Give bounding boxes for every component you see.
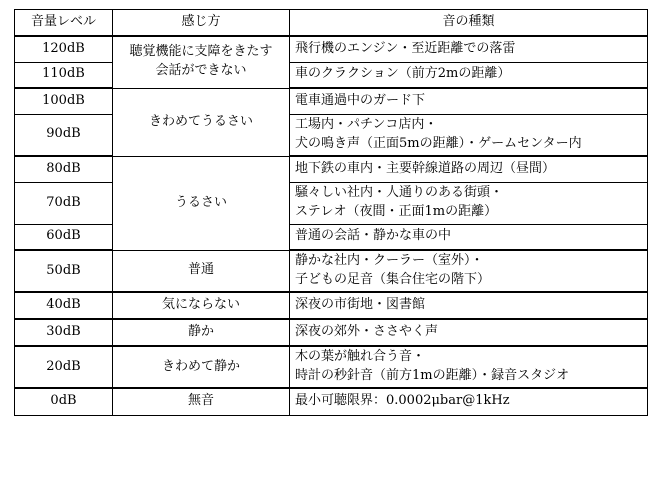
type-cell: 工場内・パチンコ店内・ 犬の鳴き声（正面5mの距離）・ゲームセンター内: [290, 114, 648, 156]
table-row: [15, 319, 648, 346]
feeling-cell: きわめてうるさい: [113, 88, 290, 156]
feeling-cell: 気にならない: [113, 292, 290, 319]
header-feeling: 感じ方: [113, 10, 290, 37]
table-row: [15, 114, 648, 156]
type-cell: 地下鉄の車内・主要幹線道路の周辺（昼間）: [290, 156, 648, 182]
type-cell: 普通の会話・静かな車の中: [290, 224, 648, 250]
level-cell: 90dB: [15, 114, 113, 156]
type-cell: 車のクラクション（前方2mの距離）: [290, 62, 648, 88]
level-cell: 20dB: [15, 346, 113, 388]
table-row: [15, 182, 648, 224]
noise-level-table: [14, 9, 648, 416]
table-row: [15, 292, 648, 319]
table-row: [15, 224, 648, 250]
type-cell: 騒々しい社内・人通りのある街頭・ ステレオ（夜間・正面1mの距離）: [290, 182, 648, 224]
level-cell: 120dB: [15, 36, 113, 62]
table-row: [15, 62, 648, 88]
type-cell: 静かな社内・クーラー（室外）・ 子どもの足音（集合住宅の階下）: [290, 250, 648, 292]
table-row: [15, 156, 648, 182]
header-level: 音量レベル: [15, 10, 113, 37]
type-cell: 最小可聴限界：0.0002μbar@1kHz: [290, 388, 648, 415]
type-cell: 深夜の郊外・ささやく声: [290, 319, 648, 346]
feeling-cell: 静か: [113, 319, 290, 346]
table-row: [15, 88, 648, 114]
table-row: [15, 388, 648, 415]
feeling-cell: 無音: [113, 388, 290, 415]
header-row: [15, 10, 648, 37]
level-cell: 70dB: [15, 182, 113, 224]
table-row: [15, 346, 648, 388]
level-cell: 60dB: [15, 224, 113, 250]
type-cell: 深夜の市街地・図書館: [290, 292, 648, 319]
feeling-cell: 普通: [113, 250, 290, 292]
table-row: [15, 36, 648, 62]
table-header: [15, 10, 648, 37]
feeling-cell: 聴覚機能に支障をきたす 会話ができない: [113, 36, 290, 88]
feeling-cell: きわめて静か: [113, 346, 290, 388]
level-cell: 110dB: [15, 62, 113, 88]
type-cell: 電車通過中のガード下: [290, 88, 648, 114]
level-cell: 0dB: [15, 388, 113, 415]
feeling-cell: うるさい: [113, 156, 290, 250]
type-cell: 木の葉が触れ合う音・ 時計の秒針音（前方1mの距離）・録音スタジオ: [290, 346, 648, 388]
table-row: [15, 250, 648, 292]
level-cell: 100dB: [15, 88, 113, 114]
level-cell: 40dB: [15, 292, 113, 319]
level-cell: 50dB: [15, 250, 113, 292]
level-cell: 80dB: [15, 156, 113, 182]
header-type: 音の種類: [290, 10, 648, 37]
level-cell: 30dB: [15, 319, 113, 346]
type-cell: 飛行機のエンジン・至近距離での落雷: [290, 36, 648, 62]
